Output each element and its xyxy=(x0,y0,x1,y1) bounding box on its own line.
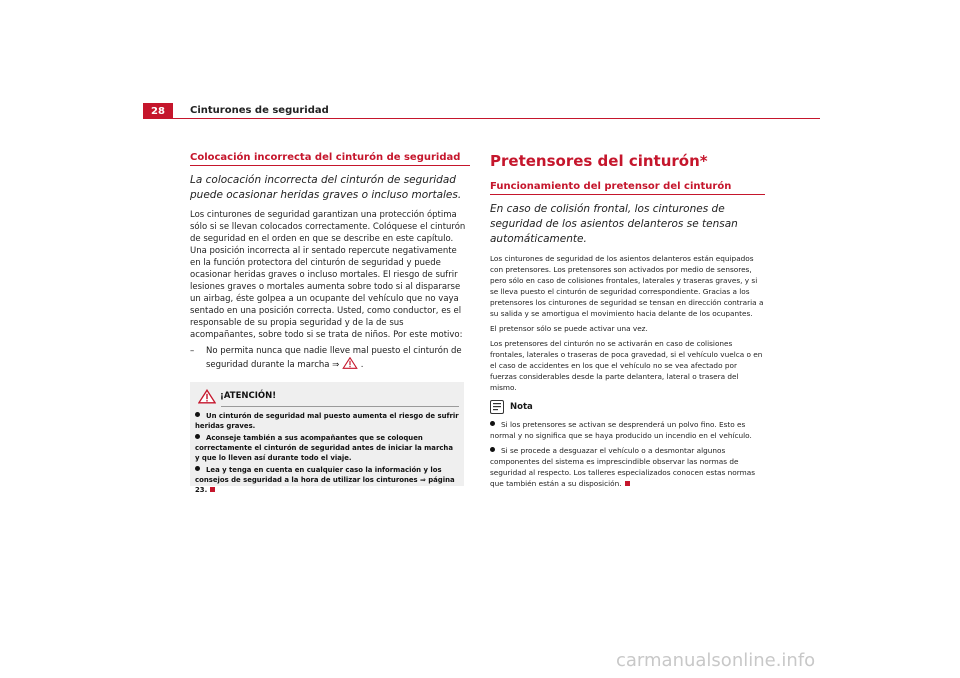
chapter-title: Pretensores del cinturón* xyxy=(490,152,708,170)
warning-header xyxy=(195,382,459,406)
watermark: carmanualsonline.info xyxy=(616,650,816,671)
end-square-icon xyxy=(210,487,215,492)
warning-bullet xyxy=(195,411,459,431)
warning-rule xyxy=(221,406,459,407)
end-square-icon xyxy=(625,481,630,486)
note-bullet xyxy=(490,445,765,489)
note-bullet-text: Si se procede a desguazar el vehículo o a desmontar algunos componentes del sistema es imprescindible observar las normas de seguridad al respecto. Los talleres especializados conocen estas normas que también están a su disposición. xyxy=(490,446,755,488)
warning-triangle-icon[interactable] xyxy=(342,357,358,369)
left-column xyxy=(190,152,470,494)
intro-right: En caso de colisión frontal, los cinturones de seguridad de los asientos delanteros se tensan automáticamente. xyxy=(490,203,738,245)
warning-bullet-text: Aconseje también a sus acompañantes que se coloquen correctamente el cinturón de seguridad antes de iniciar la marcha y que lo lleven así durante todo el viaje. xyxy=(195,434,453,462)
bullet-icon xyxy=(195,412,200,417)
list-item-text: No permita nunca que nadie lleve mal puesto el cinturón de seguridad durante la marcha ⇒ xyxy=(206,346,462,370)
bullet-icon xyxy=(195,466,200,471)
body-left: Los cinturones de seguridad garantizan una protección óptima sólo si se llevan colocados correctamente. Colóquese el cinturón de seguridad en el orden en que se describe en este capítulo. Una posición incorrecta al ir sentado repercute negativamente en la función protectora del cinturón de seguridad y puede ocasionar heridas graves o incluso mortales. El riesgo de sufrir lesiones graves o mortales aumenta sobre todo si al dispararse un airbag, éste golpea a un ocupante del vehículo que no vaya sentado en una posición correcta. Usted, como conductor, es el responsable de su propia seguridad y de la de sus acompañantes, sobre todo si se trata de niños. Por este motivo: xyxy=(190,210,466,340)
section-heading-right: Funcionamiento del pretensor del cinturón xyxy=(490,181,765,195)
warning-triangle-icon xyxy=(198,389,216,404)
intro-left: La colocación incorrecta del cinturón de seguridad puede ocasionar heridas graves o incluso mortales. xyxy=(190,174,462,201)
warning-box xyxy=(190,382,464,494)
note-title: Nota xyxy=(510,402,533,412)
paragraph: Los cinturones de seguridad de los asientos delanteros están equipados con pretensores. Los pretensores son activados por medio de sensores, pero sólo en caso de colisiones frontales, laterales y traseras graves, y si se lleva puesto el cinturón de seguridad correspondiente. Gracias a los pretensores los cinturones de seguridad se tensan en dirección contraria a su salida y se amortigua el movimiento hacia delante de los ocupantes. xyxy=(490,254,764,318)
bullet-icon xyxy=(490,421,495,426)
warning-bullet-link[interactable]: Lea y tenga en cuenta en cualquier caso la información y los consejos de seguridad a la hora de utilizar los cinturones ⇒ página 23. xyxy=(195,466,455,494)
running-header: Cinturones de seguridad xyxy=(190,105,329,116)
list-item-end: . xyxy=(360,360,364,370)
note-bullet-text: Si los pretensores se activan se desprenderá un polvo fino. Esto es normal y no significa que se haya producido un incendio en el vehículo. xyxy=(490,420,752,440)
note-bullet xyxy=(490,419,765,441)
right-column xyxy=(490,152,765,493)
note-icon xyxy=(490,400,504,414)
warning-bullet xyxy=(195,465,459,495)
header-rule xyxy=(173,118,820,119)
list-dash: – xyxy=(190,346,195,356)
paragraph: El pretensor sólo se puede activar una vez. xyxy=(490,324,648,333)
paragraph: Los pretensores del cinturón no se activarán en caso de colisiones frontales, laterales o traseras de poca gravedad, si el vehículo vuelca o en el caso de accidentes en los que el vehículo no se vea afectado por fuerzas considerables desde la parte delantera, lateral o trasera del mismo. xyxy=(490,339,763,392)
note-header xyxy=(490,397,765,417)
warning-bullet xyxy=(195,433,459,463)
list-item xyxy=(190,345,470,371)
warning-bullet-text: Un cinturón de seguridad mal puesto aumenta el riesgo de sufrir heridas graves. xyxy=(195,412,459,430)
bullet-icon xyxy=(195,434,200,439)
bullet-icon xyxy=(490,447,495,452)
warning-title: ¡ATENCIÓN! xyxy=(220,391,277,401)
page-number: 28 xyxy=(143,103,173,119)
section-heading-left: Colocación incorrecta del cinturón de seguridad xyxy=(190,152,470,166)
